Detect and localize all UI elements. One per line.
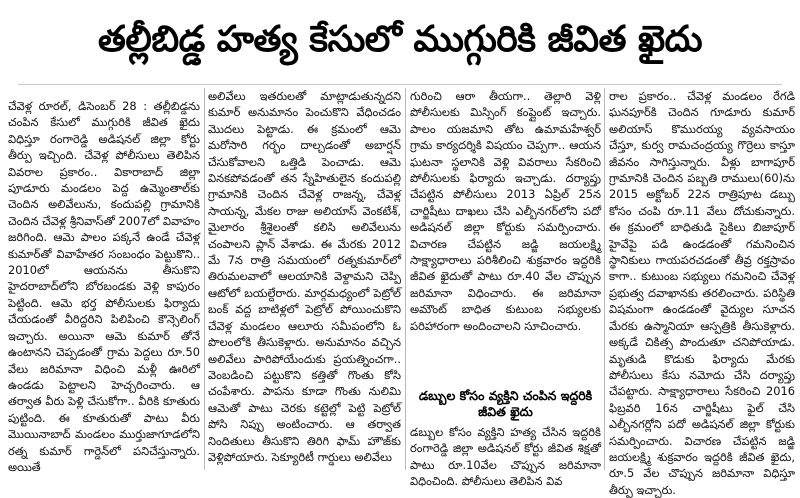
article-body xyxy=(0,88,800,497)
article-column-2 xyxy=(208,88,401,470)
article-column-4 xyxy=(609,88,795,497)
column-divider xyxy=(405,88,406,470)
column-4-text: రాల ప్రకారం.. చేవెళ్ల మండలం రేగడి ఘనపూర్‌కి చెందిన గూడూరు కుమార్‌ అలియాస్‌ కొమురయ్య వ్యవసాయం చేస్తూ, కుర్వ రామచంద్రయ్య గొర్రెలు కాస్తూ జీవనం సాగిస్తున్నారు. వీళ్లు బాగాపూర్‌ గ్రామానికి చెందిన పబ్బతి రాములు(60)ను 2015 అక్టోబర్‌ 22న రాత్రిపూట డబ్బు కోసం చంపి రూ.11 వేలు దోచుకున్నారు. ఈ క్రమంలో బాధితుడి సైకిలు బిజాపూర్‌ హైవేపై పడి ఉండడంతో గమనించిన స్థానికులు గాయపరచడంతో తీవ్ర రక్తస్రావం కాగా.. కుటుంబ సభ్యులు గమనించి చేవెళ్ల ప్రభుత్వ దవాఖానకు తరలించారు. పరిస్థితి విషమంగా ఉండడంతో వైద్యుల సూచన మేరకు ఉస్మానియా ఆస్పత్రికి తీసుకెళ్లారు. అక్కడే చికిత్స పొందుతూ చనిపోయాడు. మృతుడి కొడుకు ఫిర్యాదు మేరకు పోలీసులు కేసు నమోదు చేసి దర్యాప్తు చేపట్టారు. సాక్ష్యాధారాలు సేకరించి 2016 ఫిబ్రవరి 16న చార్జిషీటు ఫైల్‌ చేసి ఎల్బీనగర్లోని పదో అడిషనల్‌ జిల్లా కోర్టుకు సమర్పించారు. విచారణ చేపట్టిన జడ్జి జయలక్ష్మి శుక్రవారం ఇద్దరికి జీవిత ఖైదు, రూ.5 వేల చొప్పున జరిమానా విధిస్తూ తీర్పు ఇచ్చారు. xyxy=(609,89,795,497)
column-divider xyxy=(604,88,605,470)
column-2-text: అలివేలు ఇతరులతో మాట్లాడుతున్నదని కుమార్‌ అనుమానం పెంచుకొని వేధించడం మొదలు పెట్టాడు. ఈ క్రమంలో ఆమె మరోసారి గర్భం దాల్చడంతో అబార్షన్‌ చేసుకోవాలని ఒత్తిడి పెంచాడు. ఆమె వినకపోవడంతో తన స్నేహితులైన కందుపల్లి గ్రామానికి చెందిన చేవెళ్ల రాజన్న, చేవెళ్ల సాయన్న, మేకల రాజు అలియాస్‌ వెంకటేశ్‌, మైలారం శ్రీశైలంతో కలిసి అలివేలును చంపాలని ప్లాన్‌ వేశాడు. ఈ మేరకు 2012 మే 7న రాత్రి సమయంలో రత్నకుమార్‌లో తిరుమలవాలో ఆలయానికి వెళ్దామని చెప్పి ఆటోలో బయల్దేరారు. మార్గమధ్యంలో పెట్రోల్‌ బంక్‌ వద్ద బాటిళ్లలో పెట్రోల్‌ పోయించుకొని చేవెళ్ల మండలం ఆలూరు సమీపంలోని ఓ పొలంలోకి తీసుకెళ్లారు. అనుమానం వచ్చిన అలివేలు పారిపోయేందుకు ప్రయత్నించగా.. వెంబడించి పట్టుకొని కత్తితో గొంతు కోసి చంపేశారు. పాపను కూడా గొంతు నులిమి ఆమెతో పాటు చెరకు కట్టెల్లో పెట్టి పెట్రోల్‌ పోసి నిప్పు అంటించారు. ఆ తర్వాత నిందితులు తీసుకొని తిరిగి ఫామ్‌ హౌజ్‌కు వెళ్లిపోయారు. సెక్యూరిటీ గార్డులు అలివేలు xyxy=(208,89,401,464)
column-3-text: గురించి ఆరా తీయగా.. తెల్లారి వెళ్లి పోలీసులకు మిస్సింగ్‌ కంప్లైంట్‌ ఇచ్చారు. పాలం యజమాని తోట ఉమామహేశ్వర్‌ గ్రామ కార్యదర్శికి విషయం చెప్పగా.. ఆయన ఘటనా స్థలానికి వెళ్లి వివరాలు సేకరించి పోలీసులకు ఫిర్యాదు ఇచ్చాడు. దర్యాప్తు చేపట్టిన పోలీసులు 2013 ఏప్రిల్‌ 25న చార్జిషీటు దాఖలు చేసి ఎల్బీనగర్‌లోని పదో అడిషనల్‌ జిల్లా కోర్టుకు సమర్పించారు. విచారణ చేపట్టిన జడ్జి జయలక్ష్మి సాక్ష్యాధారాలు పరిశీలించి శుక్రవారం ఇద్దరికి జీవిత ఖైదుతో పాటు రూ.40 వేల చొప్పున జరిమానా విధించారు. ఈ జరిమానా అమౌంట్‌ బాధిత కుటుంబ సభ్యులకు పరిహారంగా అందించాలని సూచించారు. xyxy=(410,89,601,333)
headline-divider xyxy=(18,84,782,85)
column-divider xyxy=(204,88,205,470)
column-3-upper xyxy=(410,88,601,382)
sub-headline: డబ్బుల కోసం వ్యక్తిని చంపిన ఇద్దరికి జీవిత ఖైదు xyxy=(418,388,593,419)
article-column-1 xyxy=(8,98,200,474)
column-3-second-story-text: డబ్బుల కోసం వ్యక్తిని హత్య చేసిన ఇద్దరికి రంగారెడ్డి జిల్లా అడిషనల్‌ కోర్టు జీవిత శిక్షతో పాటు రూ.10వేల చొప్పున జరిమానా విధించింది. పోలీసులు తెలిపిన వివ xyxy=(410,425,601,489)
article-column-3 xyxy=(410,88,601,489)
column-1-text: చేవెళ్ల రూరల్‌, డిసెంబర్‌ 28 : తల్లీబిడ్డను చంపిన కేసులో ముగ్గురికి జీవిత ఖైదు విధిస్తూ రంగారెడ్డి అడిషనల్‌ జిల్లా కోర్టు తీర్పు ఇచ్చింది. చేవెళ్ల పోలీసులు తెలిపిన వివరాల ప్రకారం.. వికారాబాద్‌ జిల్లా పూడూరు మండలం పెద్ద ఉమ్మెంతాల్‌కు చెందిన అలివేలును, కందుపల్లి గ్రామానికి చెందిన చేవెళ్ల శ్రీనివాస్‌తో 2007లో వివాహం జరిగింది. ఆమె పాలం పక్కనే ఉండే చేవెళ్ల కుమార్‌తో వివాహేతర సంబంధం పెట్టుకొని.. 2010లో ఆయనను తీసుకొని హైదరాబాద్‌లోని బోరబండకు వెళ్లి కాపురం పెట్టింది. ఆమె భర్త పోలీసులకు ఫిర్యాదు చేయడంతో వీరిద్దరిని పిలిపించి కౌన్సెలింగ్‌ ఇచ్చారు. అయినా ఆమె కుమార్‌ తోనే ఉంటానని చెప్పడంతో గ్రామ పెద్దలు రూ.50 వేలు జరిమానా విధించి మళ్లీ ఊరిలో ఉండడు పెట్టాలని హెచ్చరించారు. ఆ తర్వాత వీరు పెళ్లి చేసుకోగా.. వీరికి కూతురు పుట్టింది. ఈ కూతురుతో పాటు వీరు మొయినాబాద్‌ మండలం ముర్తుజాగూడలోని రత్న కుమార్‌ గార్డెన్‌లో పనిచేస్తున్నారు. అయితే xyxy=(8,99,200,474)
headline: తల్లీబిడ్డ హత్య కేసులో ముగ్గురికి జీవిత ఖైదు xyxy=(97,19,703,61)
